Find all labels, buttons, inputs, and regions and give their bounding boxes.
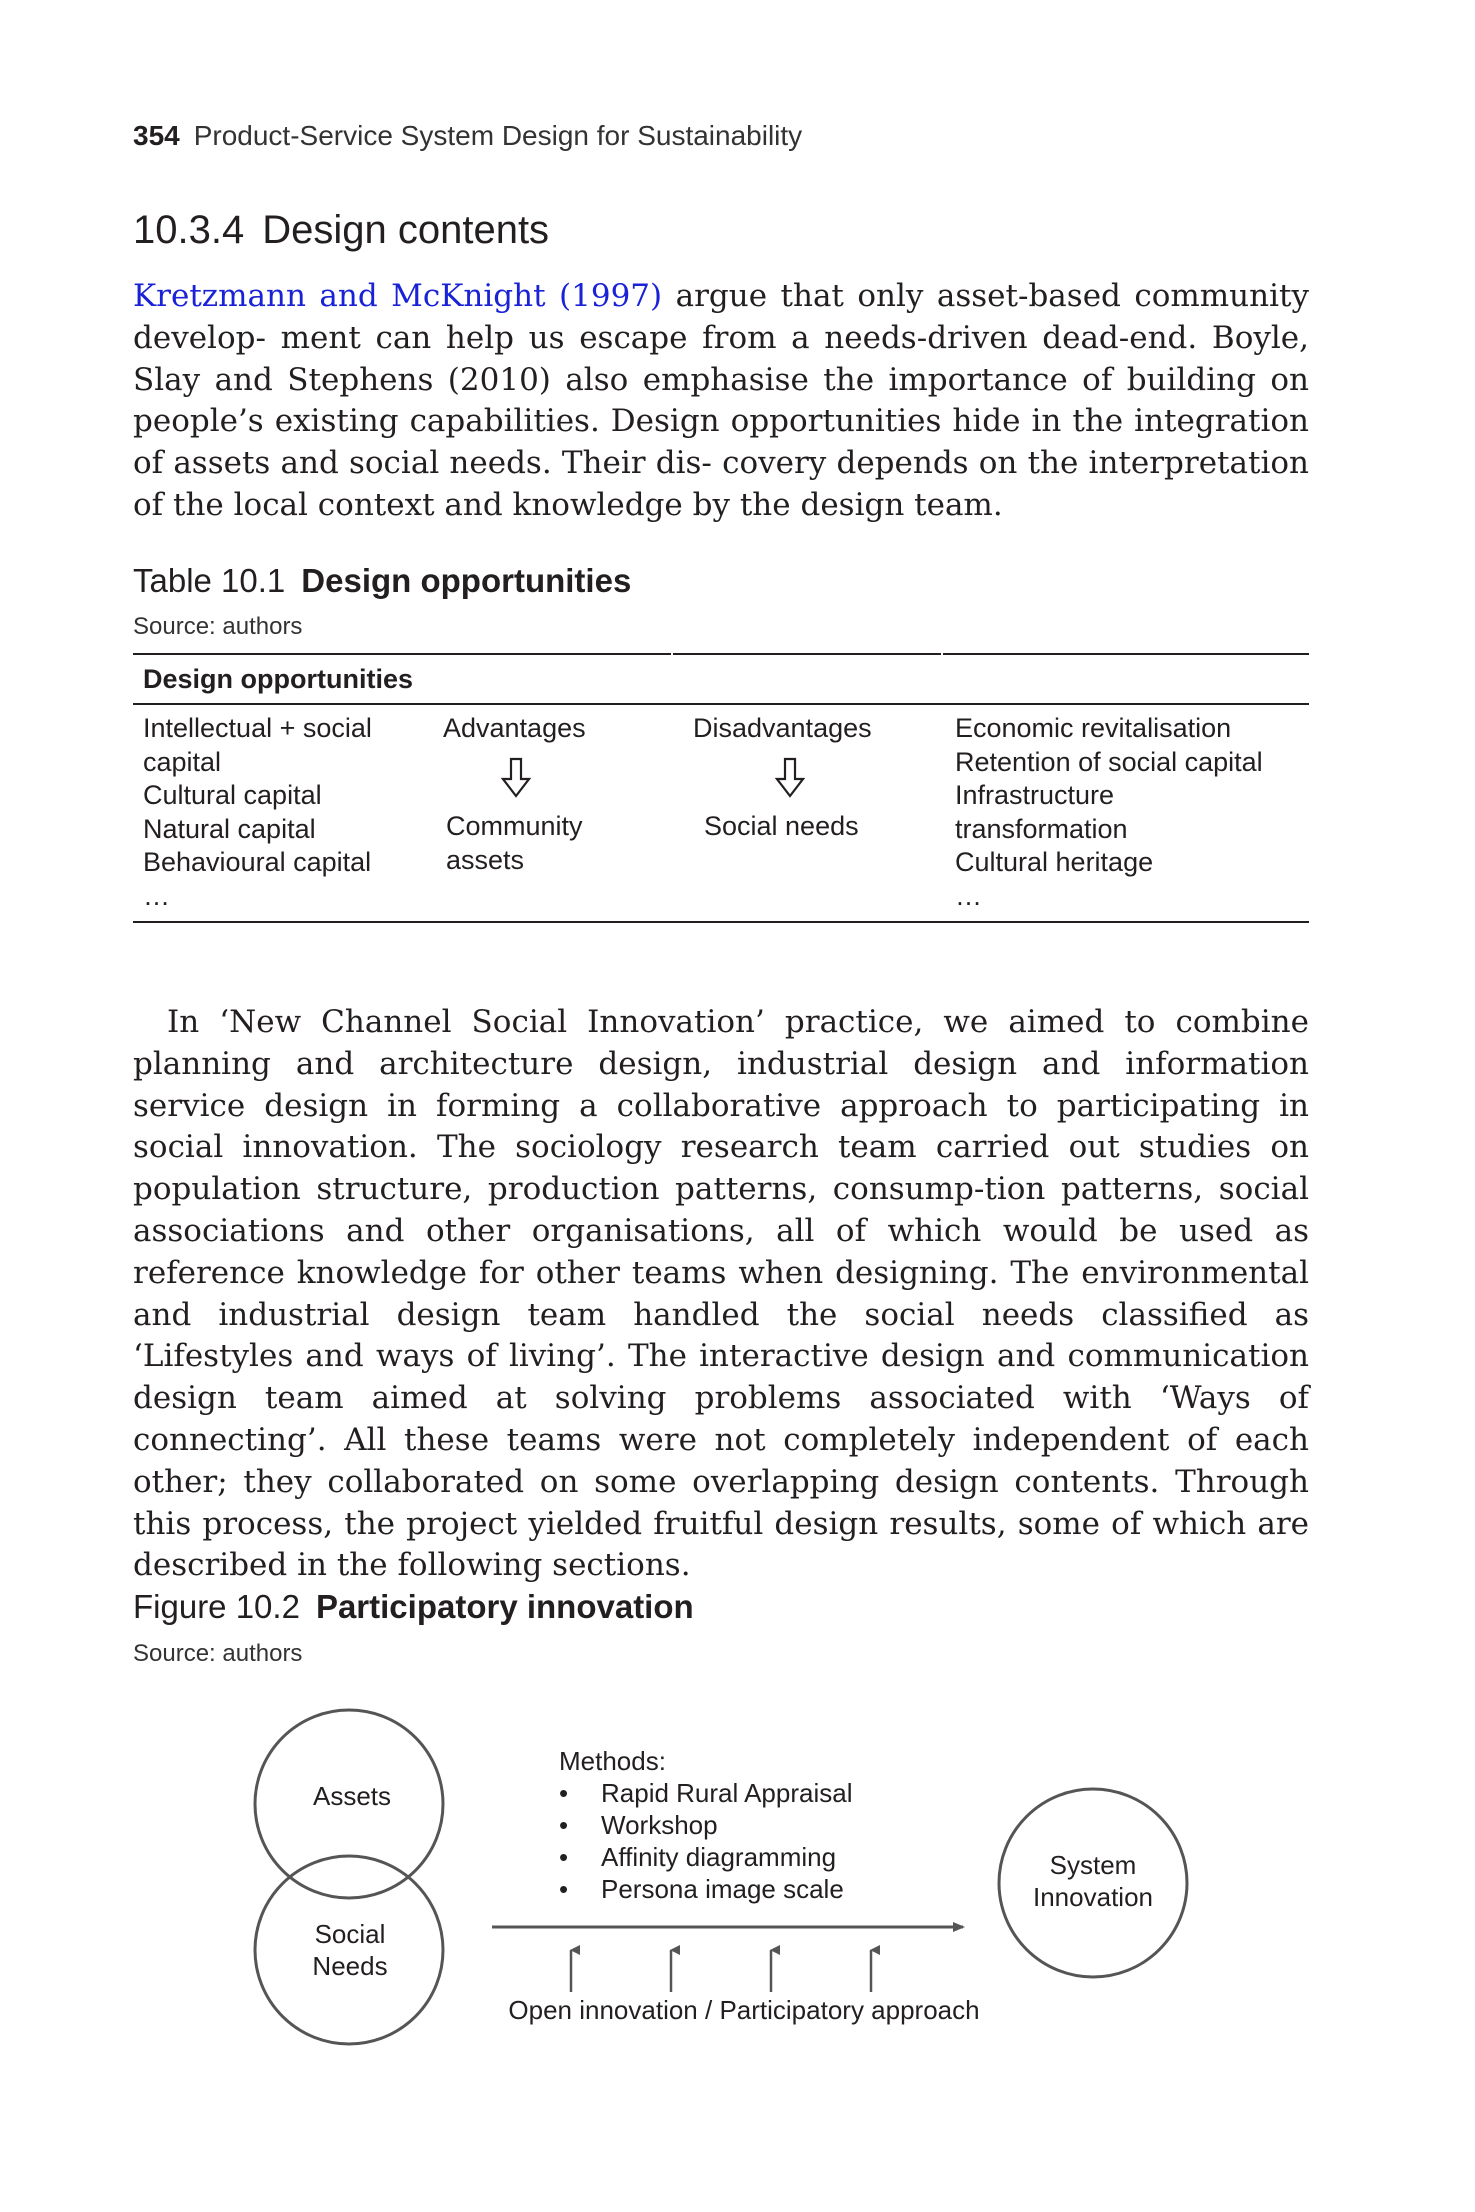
table-column-gap	[941, 653, 943, 655]
table-cell: Cultural capital	[143, 780, 322, 810]
down-arrow-icon	[775, 757, 805, 799]
advantages-result	[446, 810, 583, 877]
section-title: Design contents	[262, 208, 550, 252]
table-cell: Behavioural capital	[143, 847, 372, 877]
table-top-rule	[133, 653, 1309, 655]
methods-bullet: •	[559, 1810, 569, 1840]
methods-bullet: •	[559, 1874, 569, 1904]
methods-heading: Methods:	[559, 1746, 666, 1776]
assets-label: Assets	[312, 1781, 392, 1811]
system-innovation-circle	[999, 1789, 1187, 1977]
table-column-gap	[671, 653, 673, 655]
open-innovation-label: Open innovation / Participatory approach	[508, 1995, 980, 2025]
citation-link[interactable]: Kretzmann and McKnight (1997)	[133, 278, 663, 314]
system-innovation-label-line2: Innovation	[1033, 1882, 1153, 1912]
table-bottom-rule	[133, 921, 1309, 923]
section-number: 10.3.4	[133, 208, 245, 252]
table-source: Source: authors	[133, 613, 303, 640]
down-arrow-icon	[501, 757, 531, 799]
advantages-heading: Advantages	[443, 713, 586, 743]
method-item: Workshop	[601, 1810, 718, 1840]
table-column-opportunities	[955, 712, 1263, 913]
figure-source: Source: authors	[133, 1640, 303, 1667]
paragraph-intro	[133, 276, 1309, 527]
page-number: 354	[133, 120, 180, 151]
social-needs-label-line1: Social	[314, 1919, 386, 1949]
table-cell: transformation	[955, 813, 1128, 844]
table-cell: assets	[446, 844, 525, 875]
system-innovation-label-line1: System	[1049, 1850, 1137, 1880]
table-cell: Intellectual + social	[143, 713, 372, 743]
disadvantages-result: Social needs	[704, 811, 859, 841]
methods-bullet: •	[559, 1842, 569, 1872]
paragraph-intro-part2: ment can help us escape from a needs-driven dead-end. Boyle, Slay and Stephens (2010) also emphasise the importance of building on people’s existing capabilities. Design opportunities hide in the integration of assets and social needs. Their dis-	[133, 319, 1309, 482]
table-cell: Economic revitalisation	[955, 713, 1232, 743]
table-header-rule	[133, 703, 1309, 705]
figure-caption	[133, 1588, 694, 1626]
running-head-title: Product-Service System Design for Sustainability	[193, 120, 803, 151]
table-cell: Retention of social capital	[955, 746, 1263, 777]
method-item: Rapid Rural Appraisal	[601, 1778, 853, 1808]
paragraph-intro-part1: argue that only asset-based community develop-	[133, 278, 1309, 356]
social-needs-label-line2: Needs	[312, 1951, 388, 1981]
paragraph-practice: In ‘New Channel Social Innovation’ practice, we aimed to combine planning and architecture design, industrial design and information service design in forming a collaborative approach to participating in social innovation. The sociology research team carried out studies on population structure, production patterns, consump-tion patterns, social associations and other organisations, all of which would be used as reference knowledge for other teams when designing. The environmental and industrial design team handled the social needs classified as ‘Lifestyles and ways of living’. The interactive design and communication design team aimed at solving problems associated with ‘Ways of connecting’. All these teams were not completely independent of each other; they collaborated on some overlapping design contents. Through this process, the project yielded fruitful design results, some of which are described in the following sections.	[133, 1004, 1309, 1584]
table-cell: Natural capital	[143, 813, 316, 844]
table-cell: …	[955, 880, 982, 911]
figure-label: Figure 10.2	[133, 1588, 300, 1625]
table-cell: Cultural heritage	[955, 847, 1154, 877]
table-header: Design opportunities	[143, 664, 413, 694]
table-cell: Infrastructure	[955, 780, 1115, 810]
figure-title: Participatory innovation	[315, 1588, 694, 1625]
table-cell: capital	[143, 746, 222, 777]
table-cell: …	[143, 880, 170, 911]
table-column-capitals	[143, 712, 372, 913]
assets-circle	[255, 1710, 443, 1898]
section-heading	[133, 208, 549, 253]
disadvantages-heading: Disadvantages	[693, 713, 872, 743]
table-label: Table 10.1	[133, 562, 286, 599]
social-needs-circle	[255, 1856, 443, 2044]
table-caption	[133, 562, 631, 600]
running-head	[133, 120, 802, 152]
methods-bullet: •	[559, 1778, 569, 1808]
method-item: Affinity diagramming	[601, 1842, 837, 1872]
method-item: Persona image scale	[601, 1874, 844, 1904]
table-cell: Community	[446, 811, 583, 841]
paragraph-intro-part3: covery depends on the interpretation of the local context and knowledge by the design team.	[133, 445, 1309, 523]
table-title: Design opportunities	[301, 562, 632, 599]
